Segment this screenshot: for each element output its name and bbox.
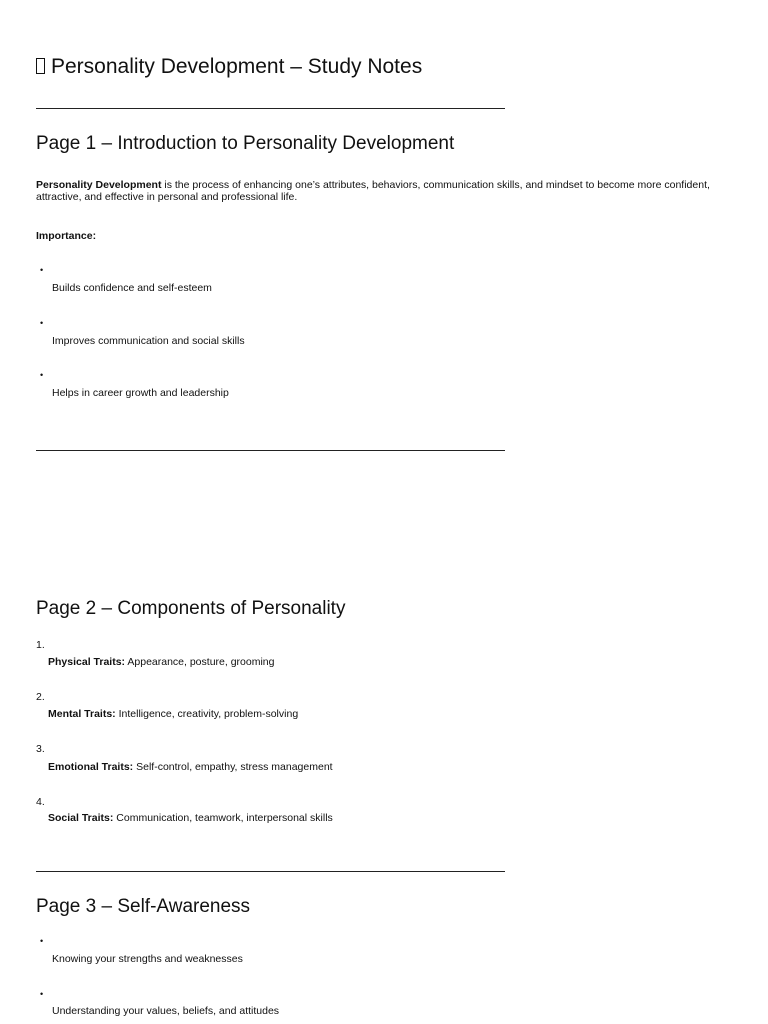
list-item-text: Self-control, empathy, stress management xyxy=(133,761,333,773)
list-number: 1. xyxy=(36,639,45,651)
divider xyxy=(36,108,505,109)
list-item xyxy=(48,656,274,668)
page1-intro xyxy=(36,179,756,203)
list-item xyxy=(48,761,333,773)
document-title-text: Personality Development – Study Notes xyxy=(51,55,423,78)
bullet-icon: • xyxy=(40,265,44,275)
list-item-label: Mental Traits: xyxy=(48,708,116,720)
list-item xyxy=(48,708,298,720)
importance-label xyxy=(36,230,756,242)
page1-intro-bold: Personality Development xyxy=(36,179,162,191)
list-item: Improves communication and social skills xyxy=(52,335,245,347)
bullet-icon: • xyxy=(40,370,44,380)
list-item-text: Appearance, posture, grooming xyxy=(125,656,275,668)
list-number: 2. xyxy=(36,691,45,703)
bullet-icon: • xyxy=(40,989,44,999)
page1-intro-text: is the process of enhancing one’s attributes, behaviors, communication skills, and mindset to become more confident, attractive, and effective in personal and professional life. xyxy=(36,179,710,203)
list-item-label: Emotional Traits: xyxy=(48,761,134,773)
list-item-label: Social Traits: xyxy=(48,812,114,824)
list-item: Helps in career growth and leadership xyxy=(52,387,229,399)
bullet-icon: • xyxy=(40,318,44,328)
missing-glyph-icon xyxy=(36,58,45,74)
divider xyxy=(36,450,505,451)
page2-heading: Page 2 – Components of Personality xyxy=(36,598,346,619)
list-item: Understanding your values, beliefs, and attitudes xyxy=(52,1005,280,1017)
page1-heading: Page 1 – Introduction to Personality Development xyxy=(36,133,455,154)
bullet-icon: • xyxy=(40,936,44,946)
page3-heading: Page 3 – Self-Awareness xyxy=(36,896,251,917)
list-item: Builds confidence and self-esteem xyxy=(52,282,212,294)
list-item-text: Communication, teamwork, interpersonal skills xyxy=(113,812,333,824)
list-item-label: Physical Traits: xyxy=(48,656,126,668)
document-title xyxy=(36,55,422,79)
list-item xyxy=(48,812,333,824)
list-number: 3. xyxy=(36,743,45,755)
list-item-text: Intelligence, creativity, problem-solving xyxy=(115,708,299,720)
divider xyxy=(36,871,505,872)
list-number: 4. xyxy=(36,796,45,808)
importance-label-text: Importance: xyxy=(36,230,97,242)
list-item: Knowing your strengths and weaknesses xyxy=(52,953,243,965)
